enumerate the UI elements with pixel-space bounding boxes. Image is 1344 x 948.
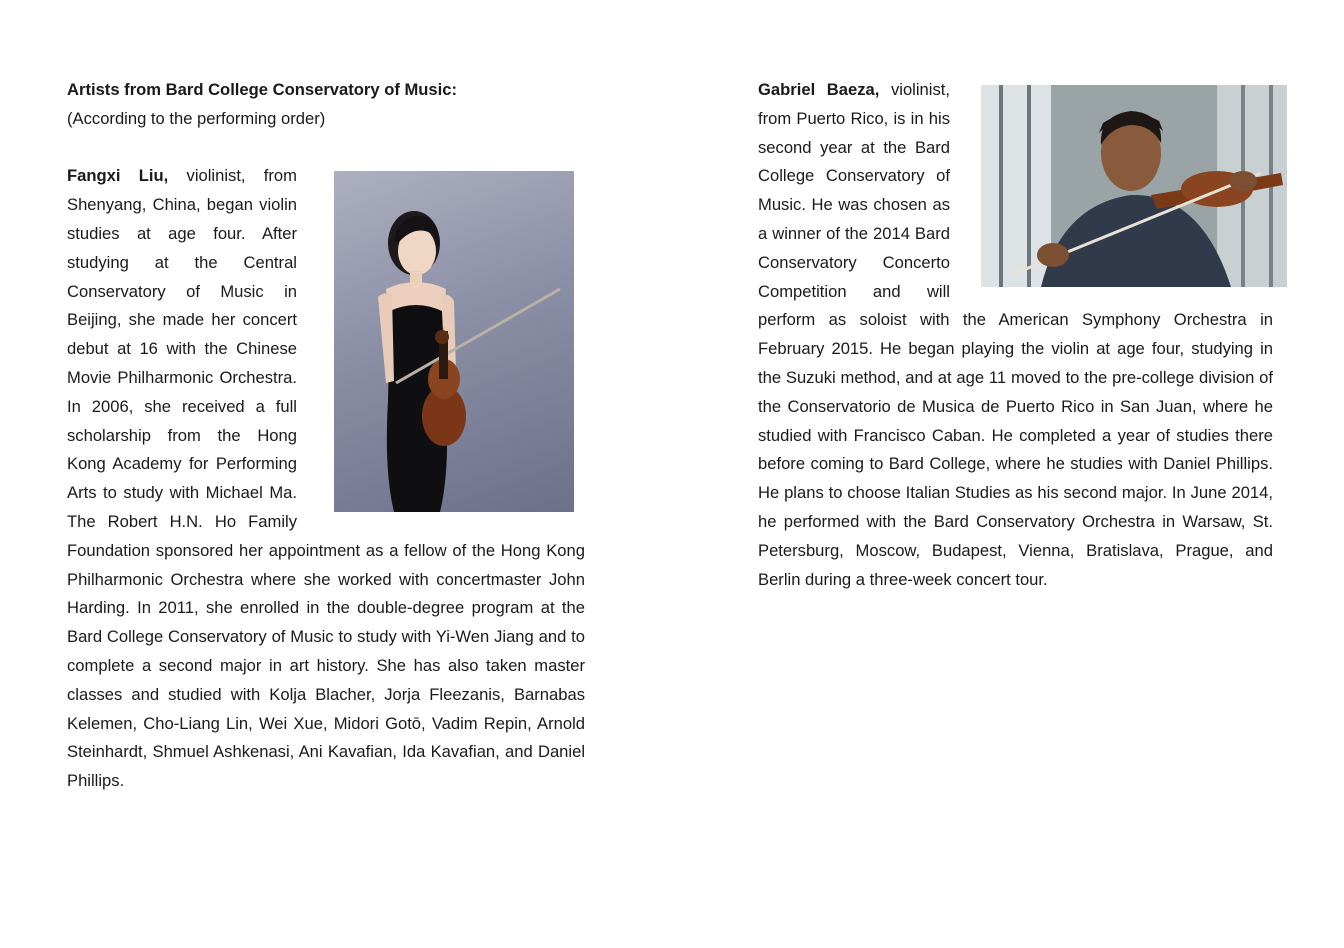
fangxi-liu-name: Fangxi Liu,	[67, 166, 169, 186]
left-column	[67, 76, 585, 796]
spacer	[67, 134, 585, 163]
page-subheading: (According to the performing order)	[67, 108, 326, 128]
gabriel-baeza-bio-text: violinist, from Puerto Rico, is in his second year at the Bard College Conservatory of Music. He was chosen as a winner of the 2014 Bard Conservatory Concerto Competition and will perform as soloist with the American Symphony Orchestra in February 2015. He began playing the violin at age four, studying in the Suzuki method, and at age 11 moved to the pre-college division of the Conservatorio de Musica de Puerto Rico in San Juan, where he studied with Francisco Caban. He completed a year of studies there before coming to Bard College, where he studies with Daniel Phillips. He plans to choose Italian Studies as his second major. In June 2014, he performed with the Bard Conservatory Orchestra in Warsaw, St. Petersburg, Moscow, Budapest, Vienna, Bratislava, Prague, and Berlin during a three-week concert tour.	[758, 80, 1273, 589]
fangxi-liu-bio-text: violinist, from Shenyang, China, began violin studies at age four. After studying at the Central Conservatory of Music in Beijing, she made her concert debut at 16 with the Chinese Movie Philharmonic Orchestra. In 2006, she received a full scholarship from the Hong Kong Academy for Performing Arts to study with Michael Ma. The Robert H.N. Ho Family Foundation sponsored her appointment as a fellow of the Hong Kong Philharmonic Orchestra where she worked with concertmaster John Harding. In 2011, she enrolled in the double-degree program at the Bard College Conservatory of Music to study with Yi-Wen Jiang and to complete a second major in art history. She has also taken master classes and studied with Kolja Blacher, Jorja Fleezanis, Barnabas Kelemen, Cho-Liang Lin, Wei Xue, Midori Gotō, Vadim Repin, Arnold Steinhardt, Shmuel Ashkenasi, Ani Kavafian, Ida Kavafian, and Daniel Phillips.	[67, 166, 585, 791]
violinist-portrait-man-icon	[981, 85, 1287, 287]
violinist-portrait-woman-icon	[334, 171, 574, 512]
gabriel-baeza-name: Gabriel Baeza,	[758, 80, 880, 99]
gabriel-baeza-photo	[981, 85, 1287, 287]
right-column	[755, 76, 1273, 594]
page-heading: Artists from Bard College Conservatory of Music:	[67, 80, 458, 99]
fangxi-liu-photo	[334, 171, 574, 512]
